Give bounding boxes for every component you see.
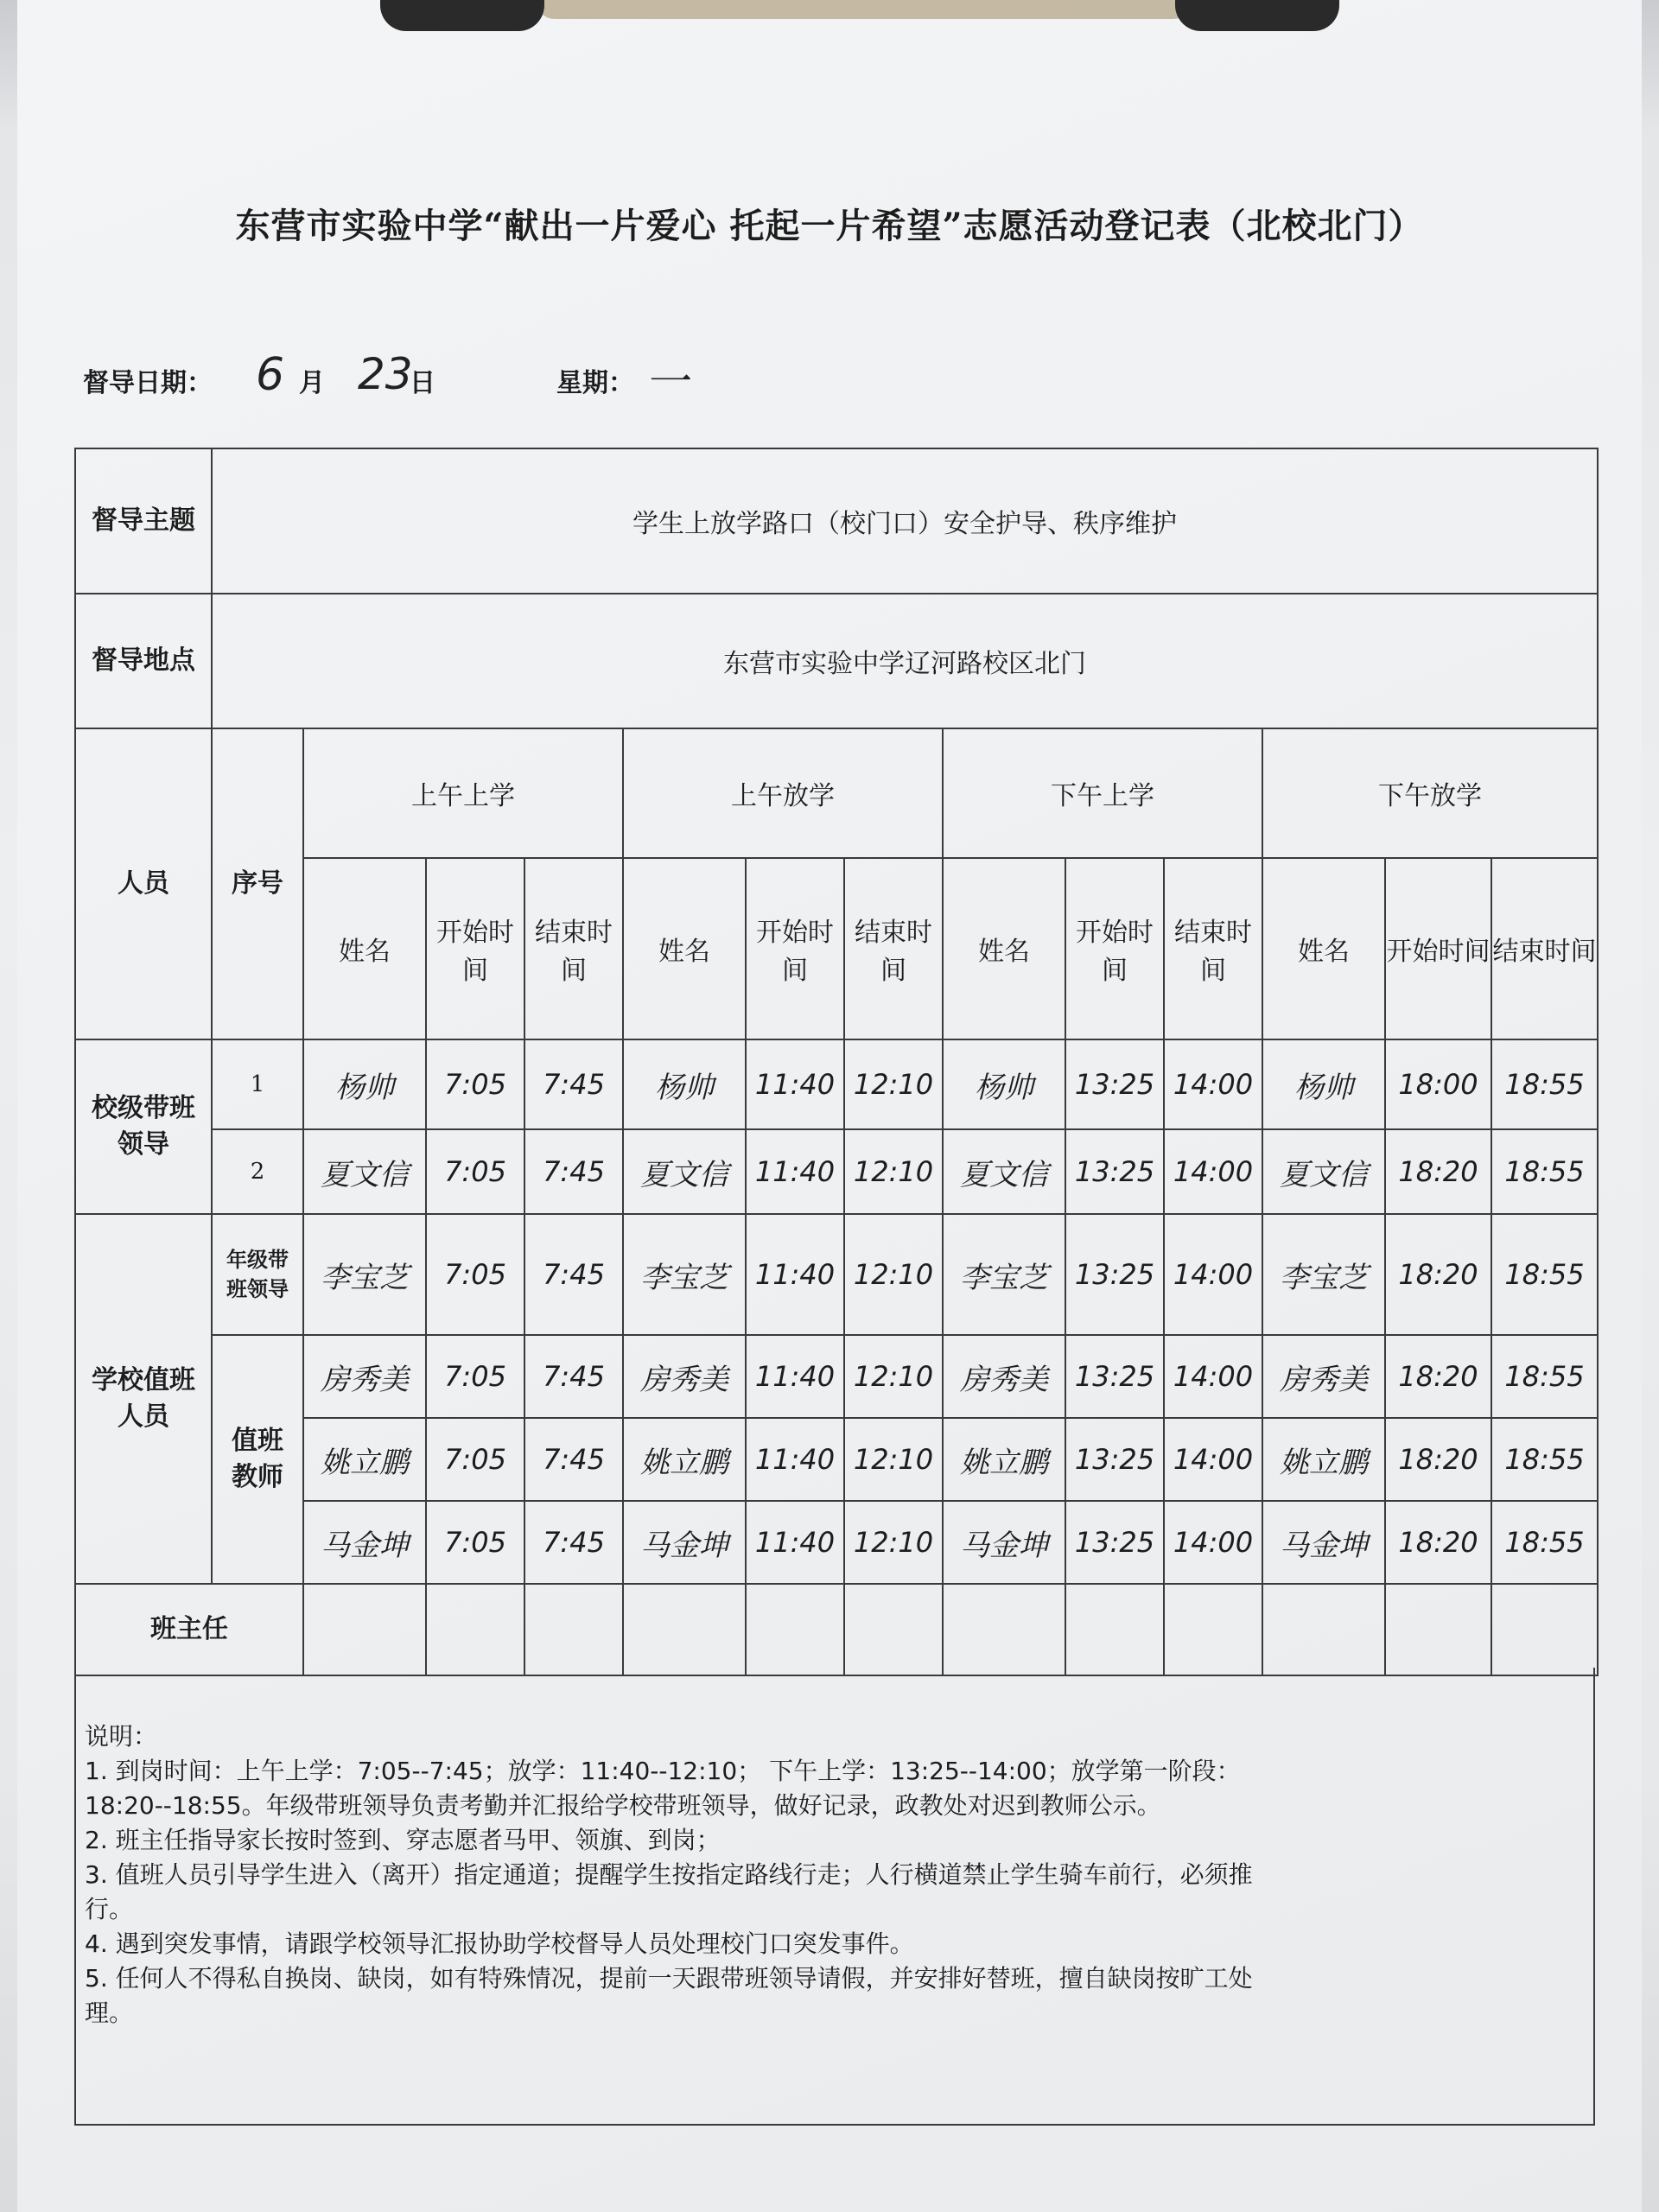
time-cell: 14:00 — [1164, 1214, 1262, 1335]
time-cell: 14:00 — [1164, 1501, 1262, 1584]
table-row — [75, 1418, 1598, 1501]
notes-line: 3. 值班人员引导学生进入（离开）指定通道；提醒学生按指定路线行走；人行横道禁止学生骑车前行，必须推 — [85, 1860, 1253, 1889]
time-cell: 14:00 — [1164, 1129, 1262, 1214]
time-cell: 13:25 — [1065, 1501, 1164, 1584]
weekday-label: 星期： — [556, 368, 634, 398]
signature-cell: 李宝芝 — [303, 1214, 426, 1335]
empty-cell — [1065, 1584, 1164, 1675]
time-cell: 18:55 — [1491, 1501, 1598, 1584]
signature-cell: 李宝芝 — [623, 1214, 746, 1335]
signature-cell: 姚立鹏 — [623, 1418, 746, 1501]
signature-cell: 杨帅 — [1262, 1039, 1385, 1129]
time-cell: 13:25 — [1065, 1129, 1164, 1214]
time-cell: 7:05 — [426, 1501, 524, 1584]
empty-cell — [1385, 1584, 1491, 1675]
signature-cell: 马金坤 — [1262, 1501, 1385, 1584]
row-seq: 2 — [212, 1129, 303, 1214]
location-label: 督导地点 — [75, 594, 212, 728]
empty-cell — [1262, 1584, 1385, 1675]
time-cell: 18:20 — [1385, 1214, 1491, 1335]
notes-line: 1. 到岗时间：上午上学：7:05--7:45；放学：11:40--12:10； 下午上学：13:25--14:00；放学第一阶段： — [85, 1757, 1241, 1785]
signature-cell: 夏文信 — [1262, 1129, 1385, 1214]
signature-cell: 姚立鹏 — [1262, 1418, 1385, 1501]
table-row — [75, 1501, 1598, 1584]
time-cell: 14:00 — [1164, 1039, 1262, 1129]
notes-line: 行。 — [85, 1895, 134, 1923]
name-header: 姓名 — [303, 858, 426, 1039]
table-row — [75, 1584, 1598, 1675]
end-time-header: 结束时间 — [1491, 858, 1598, 1039]
signature-cell: 夏文信 — [623, 1129, 746, 1214]
time-cell: 11:40 — [746, 1418, 844, 1501]
time-cell: 18:20 — [1385, 1129, 1491, 1214]
time-cell: 11:40 — [746, 1335, 844, 1418]
time-cell: 7:05 — [426, 1418, 524, 1501]
signature-cell: 马金坤 — [303, 1501, 426, 1584]
time-cell: 18:55 — [1491, 1418, 1598, 1501]
time-cell: 18:55 — [1491, 1039, 1598, 1129]
form-title: 东营市实验中学“献出一片爱心 托起一片希望”志愿活动登记表（北校北门） — [235, 206, 1424, 246]
clipboard-clip-right — [1175, 0, 1339, 31]
notes-heading: 说明： — [85, 1722, 158, 1751]
time-cell: 18:00 — [1385, 1039, 1491, 1129]
notes-section — [74, 1668, 1595, 2126]
end-time-header: 结束时间 — [524, 858, 623, 1039]
period-header-morning-dismissal: 上午放学 — [623, 728, 943, 858]
time-cell: 7:45 — [524, 1335, 623, 1418]
row-seq: 1 — [212, 1039, 303, 1129]
time-cell: 13:25 — [1065, 1214, 1164, 1335]
empty-cell — [303, 1584, 426, 1675]
period-header-morning-arrival: 上午上学 — [303, 728, 623, 858]
group-school-leader: 校级带班领导 — [75, 1039, 212, 1214]
notes-line: 2. 班主任指导家长按时签到、穿志愿者马甲、领旗、到岗； — [85, 1826, 721, 1854]
empty-cell — [746, 1584, 844, 1675]
table-row — [75, 1214, 1598, 1335]
empty-cell — [943, 1584, 1065, 1675]
time-cell: 11:40 — [746, 1039, 844, 1129]
date-line — [83, 349, 861, 407]
signature-cell: 马金坤 — [943, 1501, 1065, 1584]
group-duty-staff: 学校值班人员 — [75, 1214, 212, 1584]
registration-table — [74, 448, 1599, 1676]
date-day-unit: 日 — [410, 368, 435, 398]
signature-cell: 夏文信 — [943, 1129, 1065, 1214]
time-cell: 11:40 — [746, 1214, 844, 1335]
time-cell: 18:20 — [1385, 1418, 1491, 1501]
personnel-header: 人员 — [75, 728, 212, 1039]
date-month: 6 — [256, 349, 285, 401]
empty-cell — [524, 1584, 623, 1675]
time-cell: 12:10 — [844, 1129, 943, 1214]
notes-line: 18:20--18:55。年级带班领导负责考勤并汇报给学校带班领导，做好记录，政教处对迟到教师公示。 — [85, 1791, 1161, 1820]
start-time-header: 开始时间 — [746, 858, 844, 1039]
time-cell: 7:45 — [524, 1418, 623, 1501]
time-cell: 18:55 — [1491, 1214, 1598, 1335]
time-cell: 14:00 — [1164, 1418, 1262, 1501]
signature-cell: 房秀美 — [303, 1335, 426, 1418]
time-cell: 7:45 — [524, 1501, 623, 1584]
empty-cell — [426, 1584, 524, 1675]
group-head-teacher: 班主任 — [75, 1584, 303, 1675]
signature-cell: 杨帅 — [943, 1039, 1065, 1129]
weekday-value: 一 — [645, 357, 688, 407]
end-time-header: 结束时间 — [1164, 858, 1262, 1039]
signature-cell: 李宝芝 — [1262, 1214, 1385, 1335]
table-row — [75, 1129, 1598, 1214]
empty-cell — [844, 1584, 943, 1675]
name-header: 姓名 — [623, 858, 746, 1039]
date-label: 督导日期： — [83, 368, 213, 398]
signature-cell: 马金坤 — [623, 1501, 746, 1584]
time-cell: 7:05 — [426, 1039, 524, 1129]
signature-cell: 房秀美 — [623, 1335, 746, 1418]
empty-cell — [1164, 1584, 1262, 1675]
notes-line: 5. 任何人不得私自换岗、缺岗，如有特殊情况，提前一天跟带班领导请假，并安排好替班，擅自缺岗按旷工处 — [85, 1964, 1253, 1993]
time-cell: 13:25 — [1065, 1335, 1164, 1418]
time-cell: 18:20 — [1385, 1501, 1491, 1584]
notes-line: 理。 — [85, 1999, 134, 2027]
start-time-header: 开始时间 — [426, 858, 524, 1039]
time-cell: 11:40 — [746, 1129, 844, 1214]
time-cell: 12:10 — [844, 1214, 943, 1335]
end-time-header: 结束时间 — [844, 858, 943, 1039]
name-header: 姓名 — [943, 858, 1065, 1039]
time-cell: 13:25 — [1065, 1418, 1164, 1501]
group-duty-teacher: 值班教师 — [212, 1335, 303, 1584]
signature-cell: 姚立鹏 — [943, 1418, 1065, 1501]
empty-cell — [623, 1584, 746, 1675]
date-month-unit: 月 — [299, 368, 325, 398]
seq-header: 序号 — [212, 728, 303, 1039]
empty-cell — [1491, 1584, 1598, 1675]
period-header-afternoon-arrival: 下午上学 — [943, 728, 1262, 858]
time-cell: 12:10 — [844, 1335, 943, 1418]
time-cell: 12:10 — [844, 1039, 943, 1129]
time-cell: 7:05 — [426, 1129, 524, 1214]
time-cell: 13:25 — [1065, 1039, 1164, 1129]
time-cell: 7:45 — [524, 1129, 623, 1214]
signature-cell: 房秀美 — [943, 1335, 1065, 1418]
time-cell: 11:40 — [746, 1501, 844, 1584]
time-cell: 12:10 — [844, 1418, 943, 1501]
signature-cell: 房秀美 — [1262, 1335, 1385, 1418]
start-time-header: 开始时间 — [1385, 858, 1491, 1039]
time-cell: 18:20 — [1385, 1335, 1491, 1418]
table-row — [75, 1335, 1598, 1418]
table-row — [75, 1039, 1598, 1129]
signature-cell: 夏文信 — [303, 1129, 426, 1214]
period-header-afternoon-dismissal: 下午放学 — [1262, 728, 1598, 858]
signature-cell: 杨帅 — [623, 1039, 746, 1129]
time-cell: 7:45 — [524, 1214, 623, 1335]
time-cell: 14:00 — [1164, 1335, 1262, 1418]
signature-cell: 李宝芝 — [943, 1214, 1065, 1335]
time-cell: 18:55 — [1491, 1129, 1598, 1214]
name-header: 姓名 — [1262, 858, 1385, 1039]
time-cell: 12:10 — [844, 1501, 943, 1584]
time-cell: 18:55 — [1491, 1335, 1598, 1418]
date-day: 23 — [358, 349, 413, 399]
clipboard-clip-left — [380, 0, 544, 31]
start-time-header: 开始时间 — [1065, 858, 1164, 1039]
time-cell: 7:05 — [426, 1214, 524, 1335]
group-grade-leader: 年级带班领导 — [212, 1214, 303, 1335]
time-cell: 7:45 — [524, 1039, 623, 1129]
signature-cell: 姚立鹏 — [303, 1418, 426, 1501]
notes-line: 4. 遇到突发事情，请跟学校领导汇报协助学校督导人员处理校门口突发事件。 — [85, 1929, 914, 1958]
clipboard-clip — [536, 0, 1192, 19]
signature-cell: 杨帅 — [303, 1039, 426, 1129]
theme-value: 学生上放学路口（校门口）安全护导、秩序维护 — [212, 448, 1598, 594]
theme-label: 督导主题 — [75, 448, 212, 594]
time-cell: 7:05 — [426, 1335, 524, 1418]
location-value: 东营市实验中学辽河路校区北门 — [212, 594, 1598, 728]
